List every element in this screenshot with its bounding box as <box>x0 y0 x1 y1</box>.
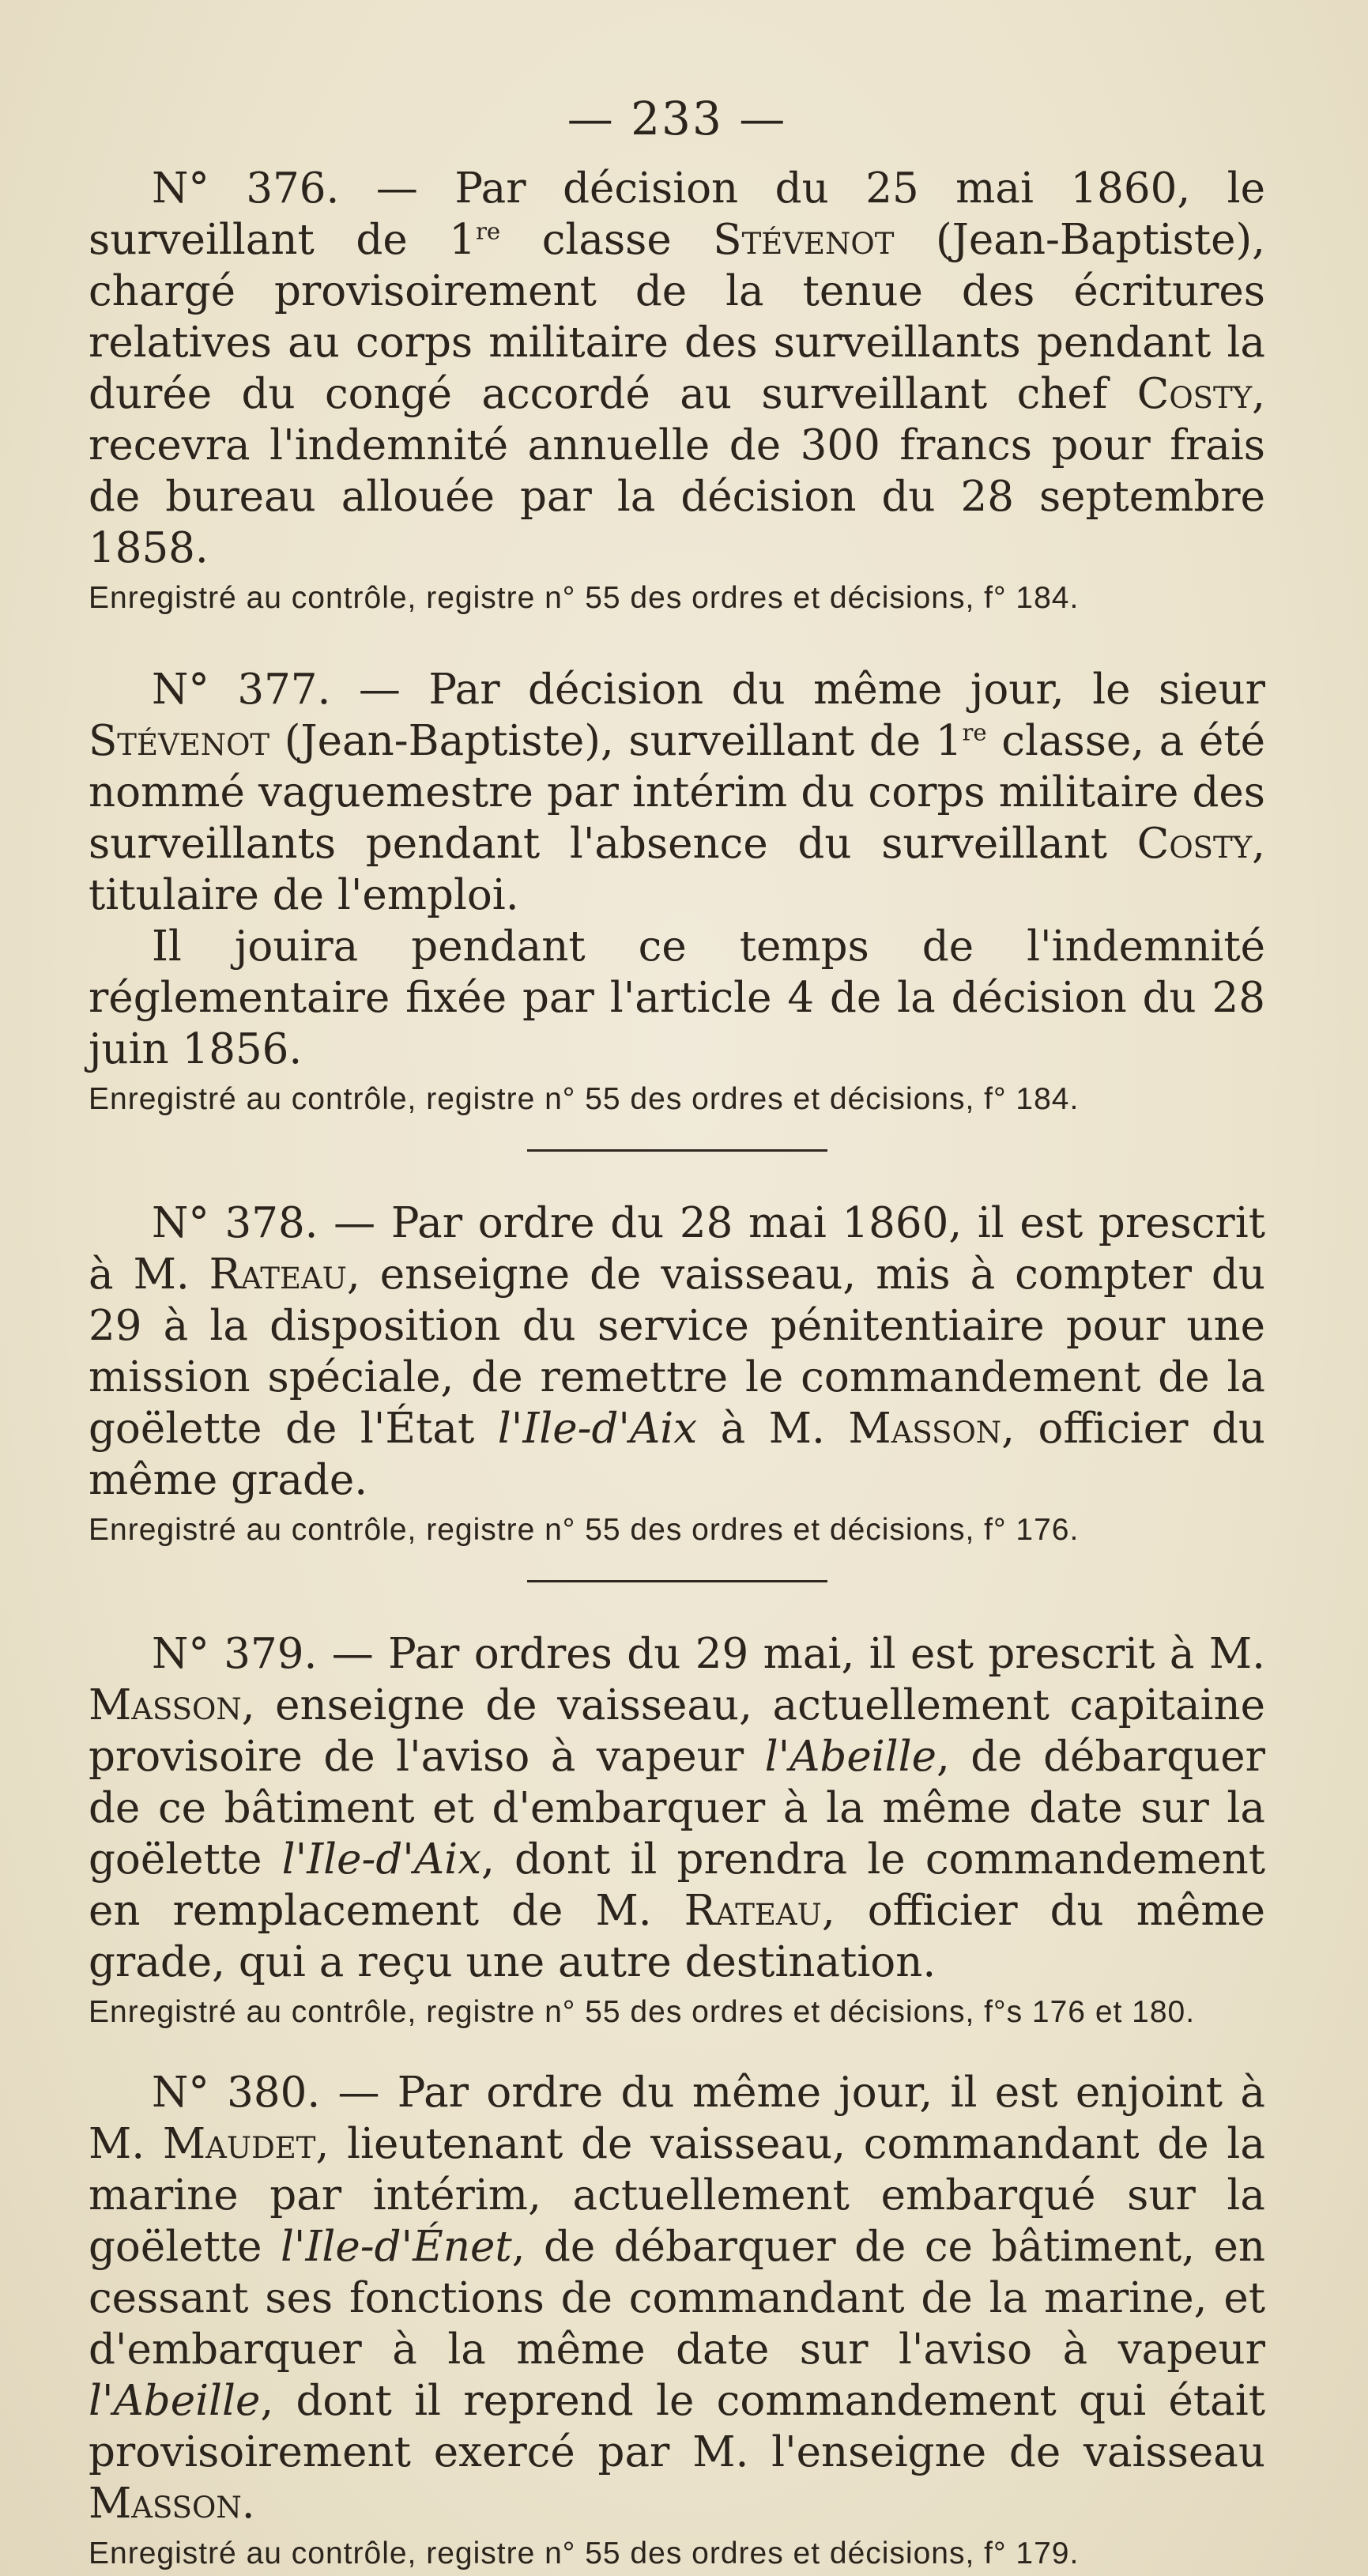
page-number: — 233 — <box>567 92 787 145</box>
decision-378-body: N° 378. — Par ordre du 28 mai 1860, il est prescrit à M. Rateau, enseigne de vaisseau, mis à compter du 29 à la disposition du service pénitentiaire pour une mission spéciale, de remettre le commandement de la goëlette de l'État l'Ile-d'Aix à M. Masson, officier du même grade. <box>89 1199 1266 1504</box>
ship-name: l'Abeille <box>89 2377 261 2425</box>
decision-number: N° 380. <box>152 2069 321 2117</box>
decision-378 <box>89 1197 1265 1550</box>
person-name: Masson <box>89 1681 242 1729</box>
decision-377-paragraph-2: Il jouira pendant ce temps de l'indemnité réglementaire fixée par l'article 4 de la décision du 28 juin 1856. <box>89 922 1265 1073</box>
decision-number: N° 379. <box>152 1630 318 1678</box>
registration-note: Enregistré au contrôle, registre n° 55 des ordres et décisions, f° 176. <box>89 1513 1080 1547</box>
decision-number: N° 378. <box>152 1199 318 1247</box>
decision-380-body: N° 380. — Par ordre du même jour, il est enjoint à M. Maudet, lieutenant de vaisseau, commandant de la marine par intérim, actuellement embarqué sur la goëlette l'Ile-d'Énet, de débarquer de ce bâtiment, en cessant ses fonctions de commandant de la marine, et d'embarquer à la même date sur l'aviso à vapeur l'Abeille, dont il reprend le commandement qui était provisoirement exercé par M. l'enseigne de vaisseau Masson. <box>89 2069 1266 2528</box>
registration-note: Enregistré au contrôle, registre n° 55 des ordres et décisions, f° 179. <box>89 2536 1080 2570</box>
decision-379 <box>89 1628 1265 2032</box>
person-name: Maudet <box>162 2120 316 2168</box>
decision-376-body: N° 376. — Par décision du 25 mai 1860, le surveillant de 1re classe Stévenot (Jean-Baptiste), chargé provisoirement de la tenue des écritures relatives au corps militaire des surveillants pendant la durée du congé accordé au surveillant chef Costy, recevra l'indemnité annuelle de 300 francs pour frais de bureau allouée par la décision du 28 septembre 1858. <box>89 164 1265 572</box>
section-divider <box>527 1149 827 1152</box>
registration-note: Enregistré au contrôle, registre n° 55 des ordres et décisions, f°s 176 et 180. <box>89 1995 1196 2029</box>
person-name: Rateau <box>209 1250 347 1299</box>
ship-name: l'Ile-d'Énet <box>280 2223 512 2271</box>
person-name: Stévenot <box>89 717 270 765</box>
person-name: Masson <box>848 1405 1002 1453</box>
ship-name: l'Ile-d'Aix <box>281 1835 481 1884</box>
person-name: Masson <box>89 2480 242 2528</box>
person-name: Costy <box>1136 370 1253 418</box>
decision-377 <box>89 664 1265 1119</box>
person-name: Rateau <box>684 1887 822 1935</box>
ship-name: l'Ile-d'Aix <box>497 1405 698 1453</box>
decision-number: N° 377. <box>152 666 331 714</box>
decision-379-body: N° 379. — Par ordres du 29 mai, il est prescrit à M. Masson, enseigne de vaisseau, actuellement capitaine provisoire de l'aviso à vapeur l'Abeille, de débarquer de ce bâtiment et d'embarquer à la même date sur la goëlette l'Ile-d'Aix, dont il prendra le commandement en remplacement de M. Rateau, officier du même grade, qui a reçu une autre destination. <box>89 1630 1266 1986</box>
registration-note: Enregistré au contrôle, registre n° 55 des ordres et décisions, f° 184. <box>89 1082 1080 1116</box>
decision-377-body: N° 377. — Par décision du même jour, le sieur Stévenot (Jean-Baptiste), surveillant de 1re classe, a été nommé vaguemestre par intérim du corps militaire des surveillants pendant l'absence du surveillant Costy, titulaire de l'emploi. <box>89 666 1265 919</box>
person-name: Stévenot <box>713 216 895 264</box>
decision-376 <box>89 163 1265 618</box>
decision-380 <box>89 2067 1265 2574</box>
ship-name: l'Abeille <box>764 1733 936 1781</box>
decision-number: N° 376. <box>152 164 340 213</box>
section-divider <box>527 1580 827 1582</box>
registration-note: Enregistré au contrôle, registre n° 55 des ordres et décisions, f° 184. <box>89 581 1080 615</box>
person-name: Costy <box>1136 820 1253 868</box>
